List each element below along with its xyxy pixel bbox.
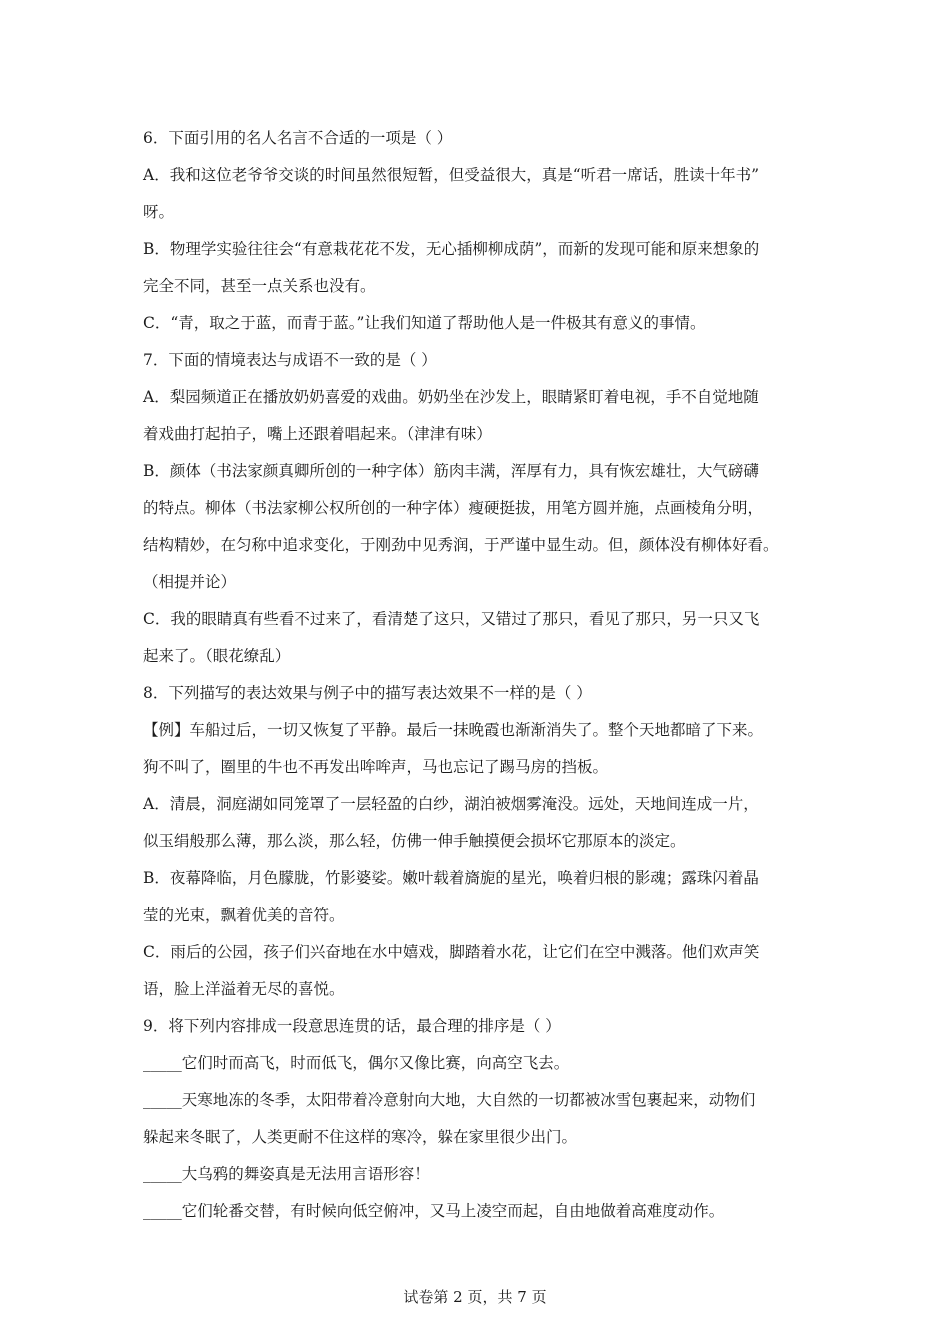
option-line: B．物理学实验往往会“有意栽花花不发，无心插柳柳成荫”，而新的发现可能和原来想象的 xyxy=(143,240,760,258)
sentence-3 xyxy=(143,1156,811,1193)
sentence-line: _____大乌鸦的舞姿真是无法用言语形容！ xyxy=(143,1165,430,1183)
question-stem: 6．下面引用的名人名言不合适的一项是（ ） xyxy=(143,129,453,147)
option-line: 莹的光束，飘着优美的音符。 xyxy=(143,906,345,924)
option-line: 起来了。（眼花缭乱） xyxy=(143,647,291,665)
question-stem: 9．将下列内容排成一段意思连贯的话，最合理的排序是（ ） xyxy=(143,1017,561,1035)
sentence-2 xyxy=(143,1082,811,1156)
option-line: 着戏曲打起拍子，嘴上还跟着唱起来。（津津有味） xyxy=(143,425,492,443)
option-c xyxy=(143,601,811,675)
option-a xyxy=(143,379,811,453)
question-stem: 7．下面的情境表达与成语不一致的是（ ） xyxy=(143,351,437,369)
option-b xyxy=(143,453,811,601)
example-line: 【例】车船过后，一切又恢复了平静。最后一抹晚霞也渐渐消失了。整个天地都暗了下来。 xyxy=(143,721,764,739)
option-a xyxy=(143,157,811,231)
option-line: A．我和这位老爷爷交谈的时间虽然很短暂，但受益很大，真是“听君一席话，胜读十年书” xyxy=(143,166,760,184)
option-line: C．“青，取之于蓝，而青于蓝。”让我们知道了帮助他人是一件极其有意义的事情。 xyxy=(143,314,706,332)
sentence-line: _____它们时而高飞，时而低飞，偶尔又像比赛，向高空飞去。 xyxy=(143,1054,570,1072)
option-line: B．颜体（书法家颜真卿所创的一种字体）筋肉丰满，浑厚有力，具有恢宏雄壮，大气磅礴 xyxy=(143,462,759,480)
option-line: （相提并论） xyxy=(143,573,237,591)
question-stem: 8．下列描写的表达效果与例子中的描写表达效果不一样的是（ ） xyxy=(143,684,592,702)
question-8 xyxy=(143,675,811,1008)
option-line: 呀。 xyxy=(143,203,175,221)
option-line: 结构精妙，在匀称中追求变化，于刚劲中见秀润，于严谨中显生动。但，颜体没有柳体好看。 xyxy=(143,536,779,554)
option-b xyxy=(143,860,811,934)
sentence-line: 躲起来冬眠了，人类更耐不住这样的寒冷，躲在家里很少出门。 xyxy=(143,1128,578,1146)
sentence-line: _____它们轮番交替，有时候向低空俯冲，又马上凌空而起，自由地做着高难度动作。 xyxy=(143,1202,725,1220)
option-a xyxy=(143,786,811,860)
option-c xyxy=(143,305,811,342)
question-9 xyxy=(143,1008,811,1230)
page-content xyxy=(143,120,811,1230)
sentence-4 xyxy=(143,1193,811,1230)
option-line: C．我的眼睛真有些看不过来了，看清楚了这只，又错过了那只，看见了那只，另一只又飞 xyxy=(143,610,760,628)
question-7 xyxy=(143,342,811,675)
option-line: 的特点。柳体（书法家柳公权所创的一种字体）瘦硬挺拔，用笔方圆并施，点画棱角分明， xyxy=(143,499,764,517)
sentence-1 xyxy=(143,1045,811,1082)
page-footer: 试卷第 2 页，共 7 页 xyxy=(403,1288,547,1306)
option-line: A．梨园频道正在播放奶奶喜爱的戏曲。奶奶坐在沙发上，眼睛紧盯着电视，手不自觉地随 xyxy=(143,388,759,406)
option-line: 语，脸上洋溢着无尽的喜悦。 xyxy=(143,980,345,998)
option-line: A．清晨，洞庭湖如同笼罩了一层轻盈的白纱，湖泊被烟雾淹没。远处，天地间连成一片， xyxy=(143,795,759,813)
option-line: C．雨后的公园，孩子们兴奋地在水中嬉戏，脚踏着水花，让它们在空中溅落。他们欢声笑 xyxy=(143,943,760,961)
option-c xyxy=(143,934,811,1008)
option-line: B．夜幕降临，月色朦胧，竹影婆娑。嫩叶载着旖旎的星光，唤着归根的影魂；露珠闪着晶 xyxy=(143,869,759,887)
example-line: 狗不叫了，圈里的牛也不再发出哞哞声，马也忘记了踢马房的挡板。 xyxy=(143,758,609,776)
option-b xyxy=(143,231,811,305)
example xyxy=(143,712,811,786)
sentence-line: _____天寒地冻的冬季，太阳带着冷意射向大地，大自然的一切都被冰雪包裹起来，动物们 xyxy=(143,1091,756,1109)
question-6 xyxy=(143,120,811,342)
option-line: 完全不同，甚至一点关系也没有。 xyxy=(143,277,376,295)
option-line: 似玉绢般那么薄，那么淡，那么轻，仿佛一伸手触摸便会损坏它那原本的淡定。 xyxy=(143,832,686,850)
